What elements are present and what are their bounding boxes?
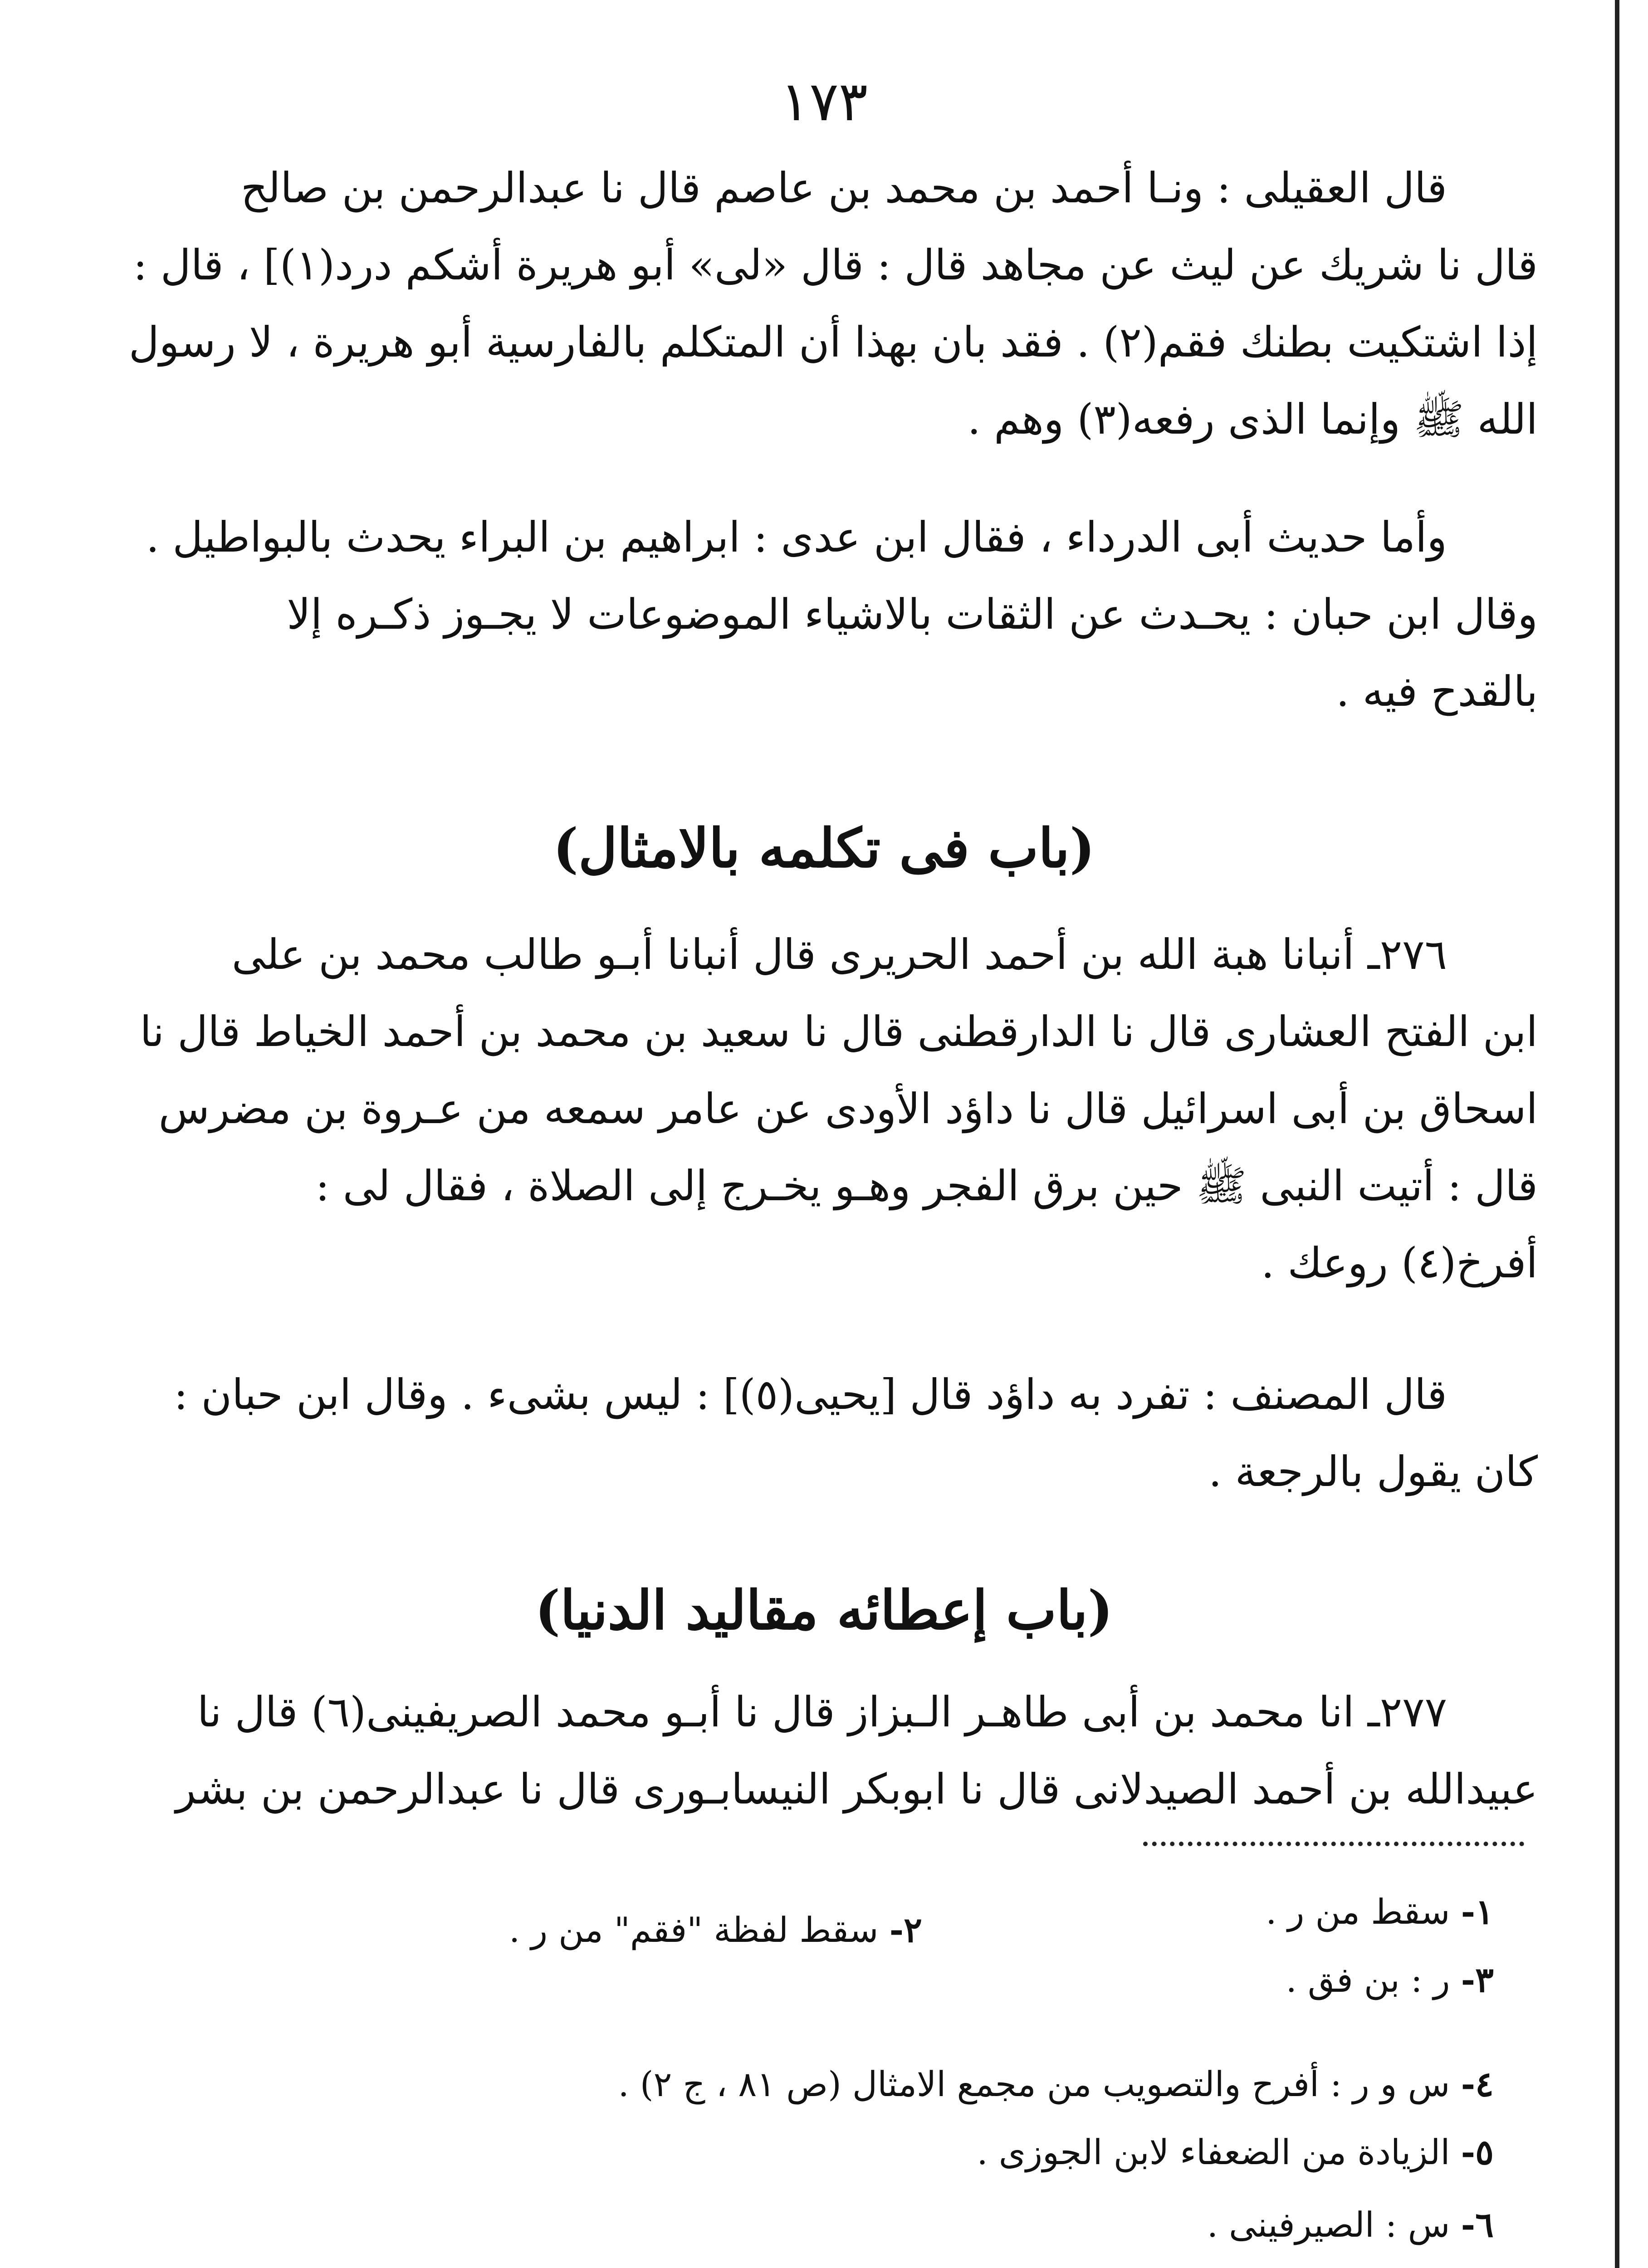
page-edge-line [1615, 0, 1619, 2268]
footnote [1286, 1955, 1494, 2005]
footnote [509, 1905, 922, 1955]
text-line: قال : أتيت النبى ﷺ حين برق الفجر وهـو يخـرج إلى الصلاة ، فقال لى : [315, 1162, 1538, 1210]
footnote [977, 2127, 1494, 2177]
footnote-number: ٦- [1461, 2204, 1494, 2245]
text-line: ابن الفتح العشارى قال نا الدارقطنى قال نا سعيد بن محمد بن أحمد الخياط قال نا [140, 1007, 1538, 1056]
footnote-text: سقط لفظة "فقم" من ر . [509, 1910, 879, 1950]
page-number: ١٧٣ [780, 70, 868, 133]
text-line: كان يقول بالرجعة . [1208, 1447, 1538, 1496]
section-heading-keys-of-world: (باب إعطائه مقاليد الدنيا) [535, 1579, 1113, 1642]
text-line: عبيدالله بن أحمد الصيدلانى قال نا ابوبكر النيسابـورى قال نا عبدالرحمن بن بشر [176, 1765, 1538, 1813]
paragraph-aqili [104, 150, 1538, 458]
paragraph-author-note [104, 1356, 1538, 1510]
text-line: وقال ابن حبان : يحـدث عن الثقات بالاشياء الموضوعات لا يجـوز ذكـره إلا [287, 590, 1538, 639]
footnote-text: الزيادة من الضعفاء لابن الجوزى . [977, 2132, 1450, 2172]
footnote-text: سقط من ر . [1266, 1892, 1450, 1932]
text-line: الله ﷺ وإنما الذى رفعه(٣) وهم . [967, 395, 1538, 444]
text-line: إذا اشتكيت بطنك فقم(٢) . فقد بان بهذا أن المتكلم بالفارسية أبو هريرة ، لا رسول [128, 318, 1538, 367]
footnote [1266, 1887, 1494, 1937]
text-line: قال نا شريك عن ليث عن مجاهد قال : قال «لى» أبو هريرة أشكم درد(١)] ، قال : [133, 241, 1538, 289]
footnote-separator [1143, 1842, 1524, 1846]
footnote-text: س : الصيرفينى . [1207, 2204, 1450, 2245]
footnote-text: س و ر : أفرح والتصويب من مجمع الامثال (ص ٨١ ، ج ٢) . [618, 2064, 1450, 2104]
text-line: اسحاق بن أبى اسرائيل قال نا داؤد الأودى عن عامر سمعه من عـروة بن مضرس [158, 1085, 1538, 1133]
footnote-text: ر : بن فق . [1286, 1960, 1450, 2000]
paragraph-hadith-277 [104, 1674, 1538, 1828]
text-line: قال العقيلى : ونـا أحمد بن محمد بن عاصم قال نا عبدالرحمن بن صالح [240, 164, 1447, 212]
text-line: وأما حديث أبى الدرداء ، فقال ابن عدى : ابراهيم بن البراء يحدث بالبواطيل . [146, 513, 1447, 562]
footnote-number: ١- [1461, 1892, 1494, 1932]
paragraph-hadith-276 [104, 916, 1538, 1302]
section-heading-proverbs: (باب فى تكلمه بالامثال) [553, 816, 1095, 880]
footnote [618, 2059, 1494, 2109]
text-line: ٢٧٧ـ انا محمد بن أبى طاهـر الـبزاز قال نا أبـو محمد الصريفينى(٦) قال نا [197, 1688, 1447, 1736]
text-line: ٢٧٦ـ أنبانا هبة الله بن أحمد الحريرى قال أنبانا أبـو طالب محمد بن على [231, 930, 1447, 979]
footnote-number: ٥- [1461, 2132, 1494, 2172]
footnote [1207, 2200, 1494, 2250]
text-line: بالقدح فيه . [1336, 667, 1538, 716]
footnote-number: ٣- [1461, 1960, 1494, 2000]
footnote-number: ٢- [889, 1910, 922, 1950]
footnote-number: ٤- [1461, 2064, 1494, 2104]
paragraph-abu-darda [104, 499, 1538, 730]
text-line: قال المصنف : تفرد به داؤد قال [يحيى(٥)] : ليس بشىء . وقال ابن حبان : [174, 1370, 1447, 1419]
text-line: أفرخ(٤) روعك . [1261, 1239, 1538, 1287]
